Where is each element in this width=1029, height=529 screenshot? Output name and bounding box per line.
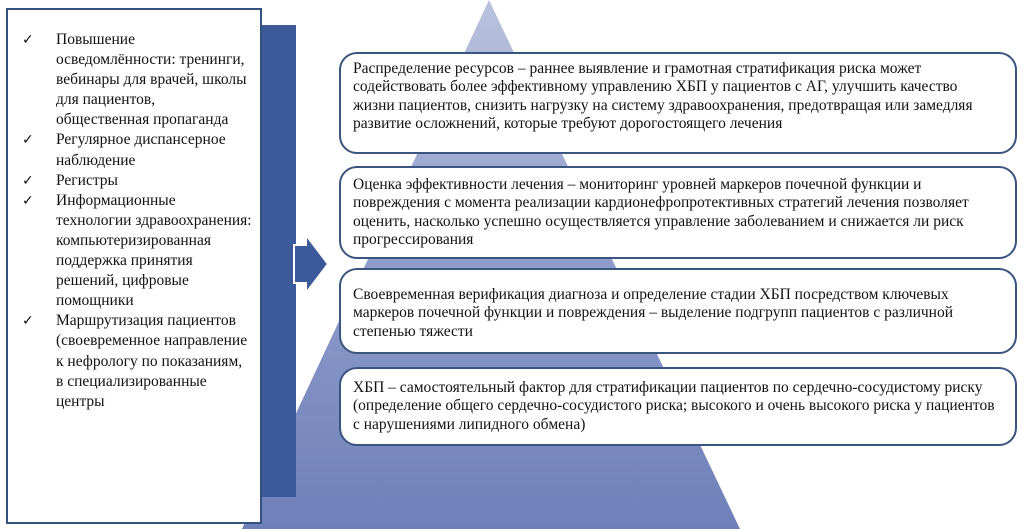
pyramid-level-diagnosis-verification <box>339 268 1017 354</box>
card-text: Оценка эффективности лечения – мониторинг уровней маркеров почечной функции и повреждения с момента реализации кардионефропротективных стратегий лечения позволяет оценить, насколько успешно осуществляется управление заболеванием и снижается ли риск прогрессирования <box>353 176 969 249</box>
card-text: Своевременная верификация диагноза и определение стадии ХБП посредством ключевых маркеров почечной функции и повреждения – выделение подгрупп пациентов с различной степенью тяжести <box>353 286 954 340</box>
pyramid-level-resource-allocation <box>339 52 1017 154</box>
left-panel <box>6 8 262 524</box>
checkmark-icon: ✓ <box>22 32 34 48</box>
checkmark-icon: ✓ <box>22 172 34 189</box>
list-item: ✓ Регистры <box>22 171 252 191</box>
checkmark-icon: ✓ <box>22 192 34 209</box>
list-item: ✓ Регулярное диспансерное наблюдение <box>22 131 226 169</box>
list-item: ✓ Информационные технологии здравоохранения: компьютеризированная поддержка принятия решений, цифровые помощники <box>22 191 252 310</box>
checkmark-icon: ✓ <box>22 313 34 330</box>
measures-list <box>8 10 260 412</box>
list-item: ✓ Маршрутизация пациентов (своевременное направление к нефрологу по показаниям, в специализированные центры <box>22 312 248 410</box>
list-item: ✓ Повышение осведомлённости: тренинги, вебинары для врачей, школы для пациентов, общественная пропаганда <box>22 31 247 129</box>
pyramid-level-ckd-risk-factor <box>339 367 1017 446</box>
right-arrow-icon <box>292 235 332 295</box>
checkmark-icon: ✓ <box>22 132 34 149</box>
card-text: Распределение ресурсов – раннее выявление и грамотная стратификация риска может содействовать более эффективному управлению ХБП у пациентов с АГ, улучшить качество жизни пациентов, снизить нагрузку на систему здравоохранения, предотвращая или замедляя развитие осложнений, которые требуют дорогостоящего лечения <box>353 60 973 133</box>
card-text: ХБП – самостоятельный фактор для стратификации пациентов по сердечно-сосудистому риску (определение общего сердечно-сосудистого риска; высокого и очень высокого риска у пациентов с нарушениями липидного обмена) <box>353 379 995 433</box>
pyramid-level-treatment-evaluation <box>339 166 1017 259</box>
